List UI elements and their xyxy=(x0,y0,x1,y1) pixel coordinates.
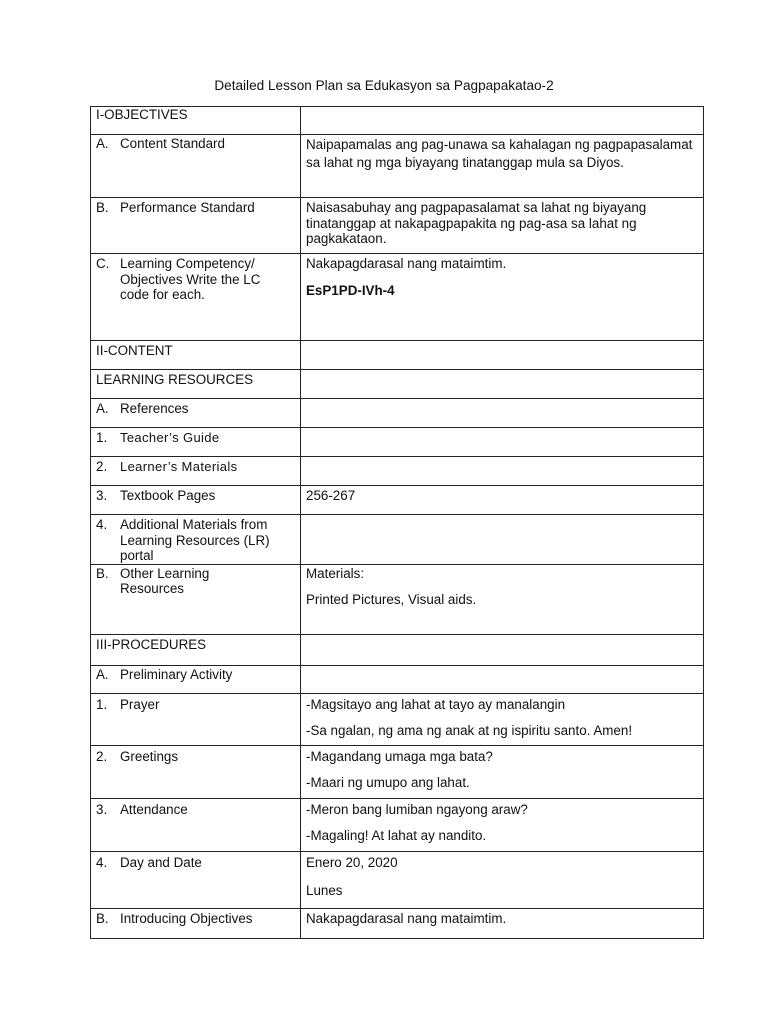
item-number: 4. xyxy=(96,517,108,532)
lc-code: EsP1PD-IVh-4 xyxy=(306,282,395,298)
table-row xyxy=(91,693,704,745)
row-value: Nakapagdarasal nang mataimtim. xyxy=(306,256,507,271)
section-heading-learning-resources: LEARNING RESOURCES xyxy=(96,372,253,387)
section-heading-content: II-CONTENT xyxy=(96,343,173,358)
section-heading-procedures: III-PROCEDURES xyxy=(96,636,207,652)
table-row xyxy=(91,798,704,851)
table-row xyxy=(91,745,704,798)
document-title: Detailed Lesson Plan sa Edukasyon sa Pagpapakatao-2 xyxy=(214,78,554,93)
row-value: -Maari ng umupo ang lahat. xyxy=(306,775,470,790)
row-label: Learner’s Materials xyxy=(120,459,238,474)
table-row xyxy=(91,135,704,198)
table-row xyxy=(91,399,704,428)
table-row xyxy=(91,486,704,515)
row-label: Learning Competency/ Objectives Write the LC code for each. xyxy=(120,256,261,302)
row-value: -Magaling! At lahat ay nandito. xyxy=(306,828,487,843)
row-value: Nakapagdarasal nang mataimtim. xyxy=(306,910,507,926)
table-row xyxy=(91,254,704,341)
row-label: Additional Materials from Learning Resources (LR) portal xyxy=(120,517,270,563)
row-value: Naisasabuhay ang pagpapasalamat sa lahat ng biyayang tinatanggap at nakapagpapakita ng pag-asa sa lahat ng pagkakataon. xyxy=(306,200,647,246)
item-number: 1. xyxy=(96,696,108,712)
item-number: 2. xyxy=(96,459,108,474)
row-label: References xyxy=(120,401,189,416)
row-label: Content Standard xyxy=(120,136,225,151)
item-number: A. xyxy=(96,666,109,682)
lesson-plan-table xyxy=(90,106,704,939)
row-value: Printed Pictures, Visual aids. xyxy=(306,592,477,607)
row-label: Other Learning Resources xyxy=(120,565,210,596)
table-row xyxy=(91,851,704,908)
table-row xyxy=(91,634,704,665)
row-label: Preliminary Activity xyxy=(120,666,233,682)
row-value: Enero 20, 2020 xyxy=(306,854,398,870)
item-number: B. xyxy=(96,910,109,926)
item-number: 4. xyxy=(96,854,108,870)
item-number: 1. xyxy=(96,430,108,445)
row-label: Greetings xyxy=(120,748,179,764)
row-value: -Sa ngalan, ng ama ng anak at ng ispiritu santo. Amen! xyxy=(306,723,633,738)
item-number: A. xyxy=(96,136,109,151)
row-value: Lunes xyxy=(306,883,343,898)
table-row xyxy=(91,428,704,457)
item-number: C. xyxy=(96,256,110,271)
table-row xyxy=(91,341,704,370)
item-number: 3. xyxy=(96,488,108,503)
row-value: Materials: xyxy=(306,565,365,581)
row-label: Day and Date xyxy=(120,854,202,870)
table-row xyxy=(91,665,704,693)
row-value: Naipapamalas ang pag-unawa sa kahalagan ng pagpapasalamat sa lahat ng mga biyayang tinatanggap mula sa Diyos. xyxy=(306,137,693,170)
section-heading-objectives: I-OBJECTIVES xyxy=(96,107,188,122)
table-row xyxy=(91,198,704,254)
item-number: B. xyxy=(96,565,109,581)
table-row xyxy=(91,908,704,938)
table-row xyxy=(91,457,704,486)
row-label: Teacher’s Guide xyxy=(120,430,220,445)
item-number: B. xyxy=(96,200,109,215)
row-label: Performance Standard xyxy=(120,200,255,215)
row-label: Attendance xyxy=(120,801,188,817)
row-value: -Magandang umaga mga bata? xyxy=(306,748,493,764)
row-label: Textbook Pages xyxy=(120,488,216,503)
table-row xyxy=(91,370,704,399)
row-value: 256-267 xyxy=(306,488,356,503)
table-row xyxy=(91,564,704,634)
table-row xyxy=(91,107,704,135)
row-value: -Meron bang lumiban ngayong araw? xyxy=(306,801,528,817)
row-value: -Magsitayo ang lahat at tayo ay manalangin xyxy=(306,696,566,712)
row-label: Introducing Objectives xyxy=(120,910,253,926)
item-number: 2. xyxy=(96,748,108,764)
item-number: 3. xyxy=(96,801,108,817)
row-label: Prayer xyxy=(120,696,160,712)
table-row xyxy=(91,515,704,565)
item-number: A. xyxy=(96,401,109,416)
